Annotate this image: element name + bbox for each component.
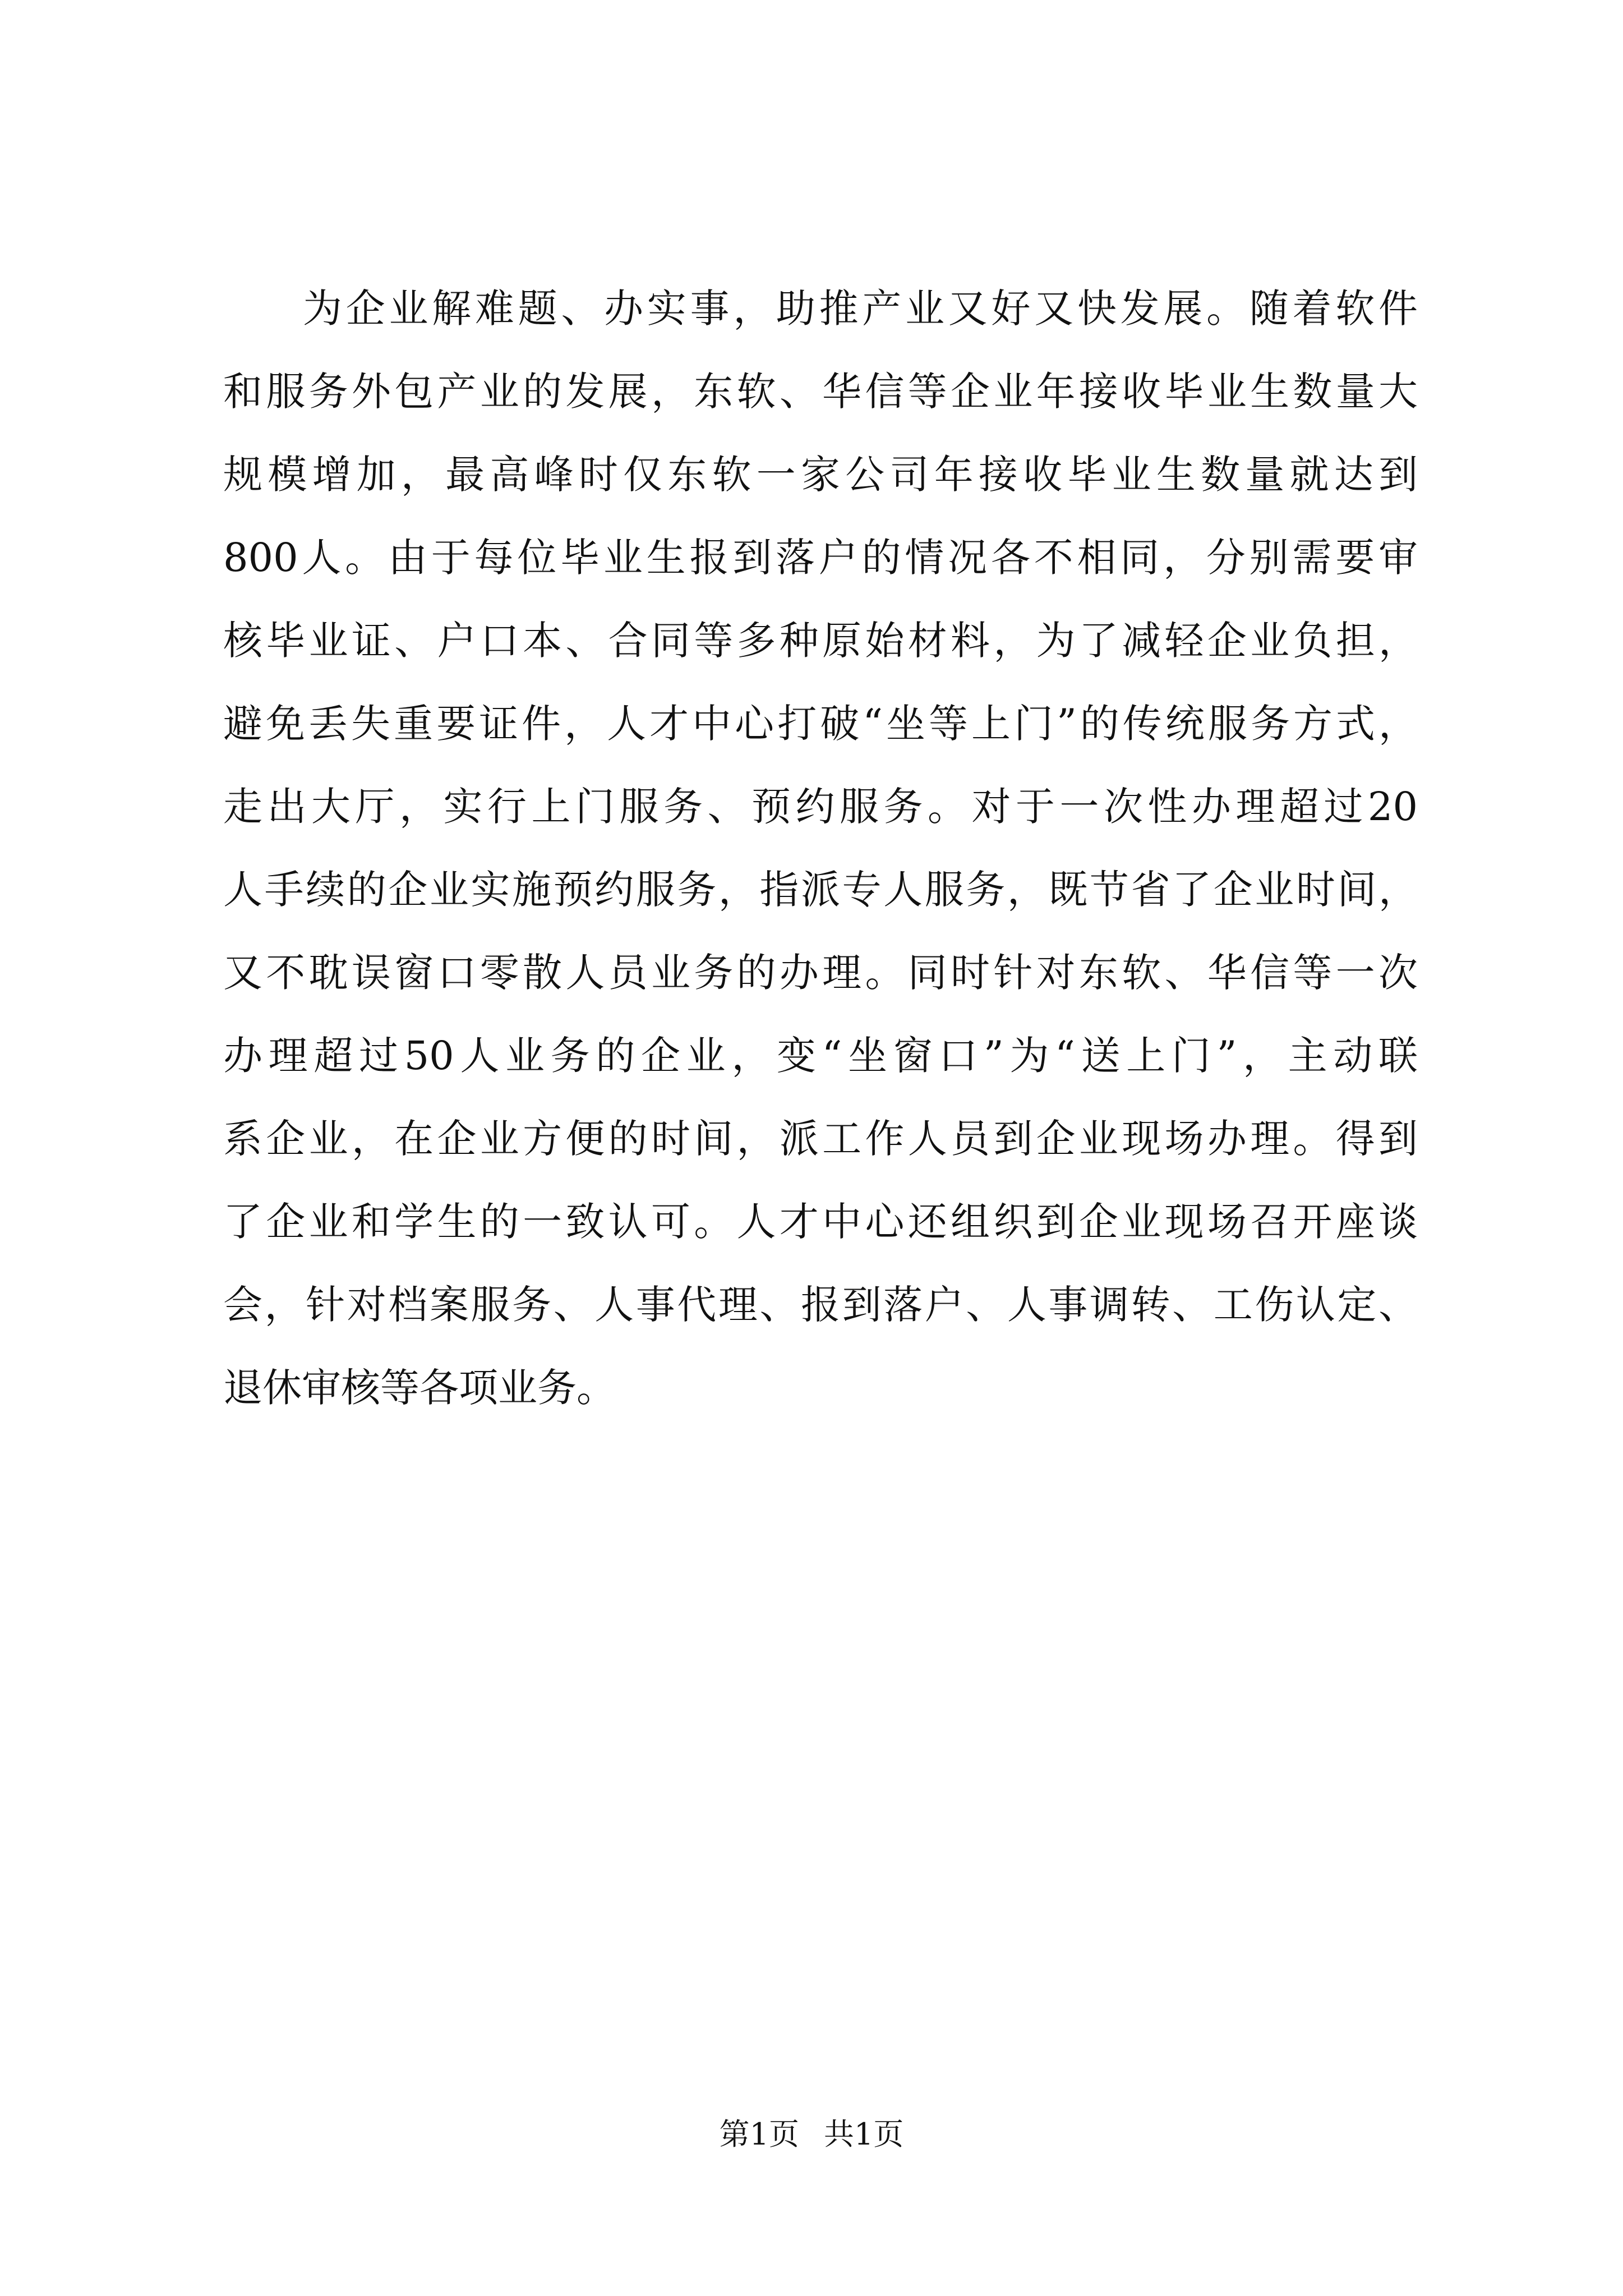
page-footer <box>0 2115 1623 2154</box>
paragraph-line: 人手续的企业实施预约服务，指派专人服务，既节省了企业时间， <box>223 867 1418 913</box>
paragraph-line: 会，针对档案服务、人事代理、报到落户、人事调转、工伤认定、 <box>223 1282 1418 1328</box>
paragraph-line: 800人。由于每位毕业生报到落户的情况各不相同，分别需要审 <box>223 535 1418 581</box>
paragraph-line: 为企业解难题、办实事，助推产业又好又快发展。随着软件 <box>303 286 1418 332</box>
body-paragraph <box>223 267 1418 1429</box>
page-total: 共1页 <box>824 2116 904 2152</box>
paragraph-line: 避免丢失重要证件，人才中心打破“坐等上门”的传统服务方式， <box>223 701 1418 747</box>
paragraph-line: 办理超过50人业务的企业，变“坐窗口”为“送上门”，主动联 <box>223 1033 1418 1079</box>
paragraph-line: 和服务外包产业的发展，东软、华信等企业年接收毕业生数量大 <box>223 369 1418 415</box>
paragraph-line: 了企业和学生的一致认可。人才中心还组织到企业现场召开座谈 <box>223 1199 1418 1245</box>
paragraph-line: 规模增加，最高峰时仅东软一家公司年接收毕业生数量就达到 <box>223 452 1418 498</box>
paragraph-line: 又不耽误窗口零散人员业务的办理。同时针对东软、华信等一次 <box>223 950 1418 996</box>
paragraph-line: 走出大厅，实行上门服务、预约服务。对于一次性办理超过20 <box>223 784 1418 830</box>
paragraph-line: 核毕业证、户口本、合同等多种原始材料，为了减轻企业负担， <box>223 618 1418 664</box>
paragraph-line: 系企业，在企业方便的时间，派工作人员到企业现场办理。得到 <box>223 1116 1418 1162</box>
paragraph-line: 退休审核等各项业务。 <box>223 1365 616 1411</box>
page-number: 第1页 <box>719 2116 799 2152</box>
